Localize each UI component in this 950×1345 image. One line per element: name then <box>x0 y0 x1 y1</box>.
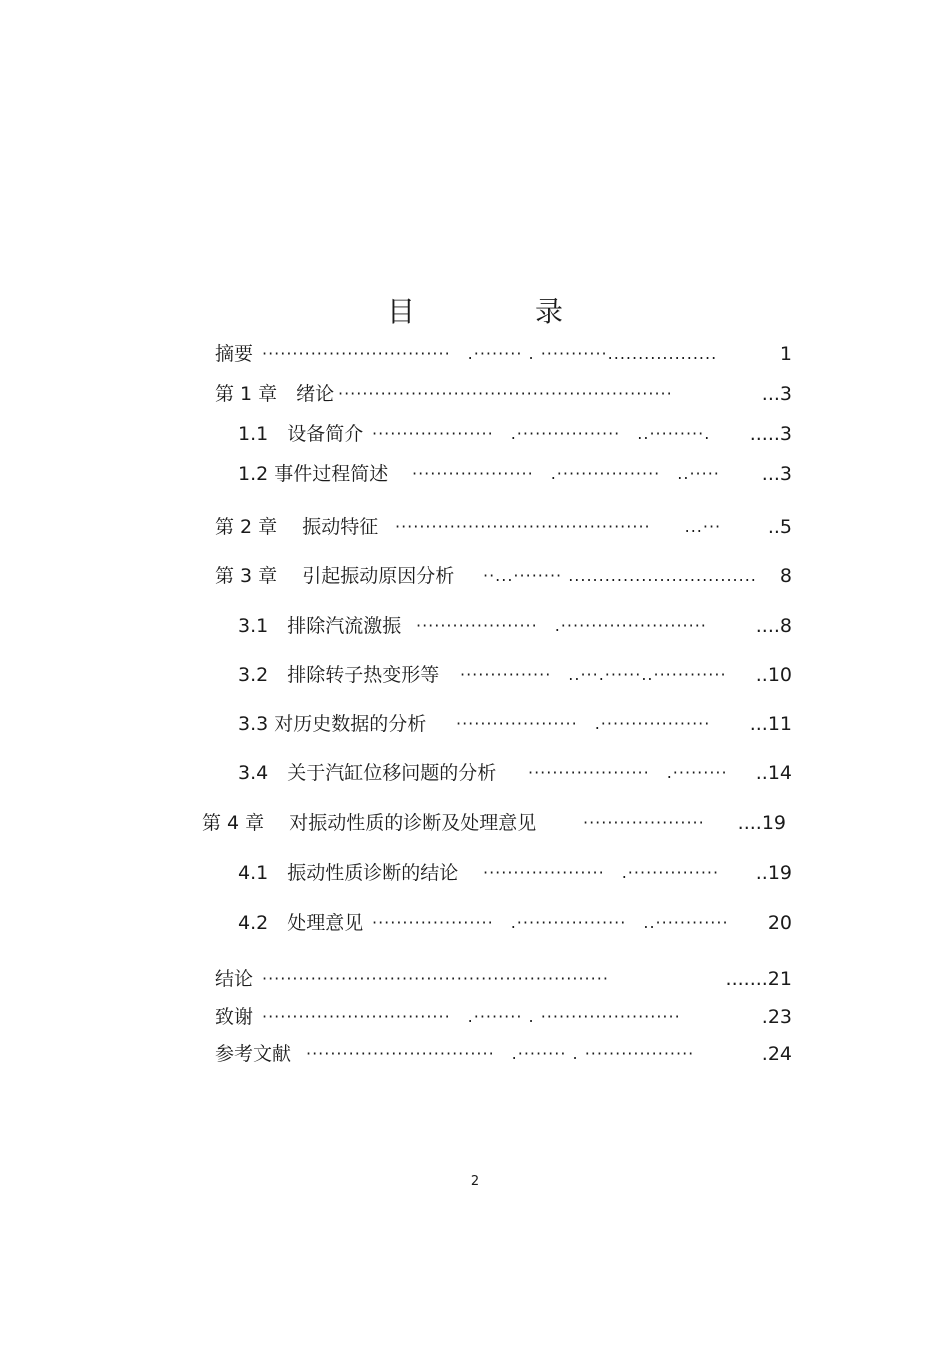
toc-entry-page: .....3 <box>749 423 792 445</box>
toc-entry-label: 4.2 处理意见 <box>238 912 364 934</box>
toc-entry-label: 第 4 章 对振动性质的诊断及处理意见 <box>202 812 537 834</box>
toc-entry-label: 第 3 章 引起振动原因分析 <box>215 565 455 587</box>
toc-entry-label: 致谢 <box>215 1006 254 1028</box>
toc-entry-page: ...3 <box>761 383 792 405</box>
toc-entry-leader: ···················· .·················· <box>456 714 711 733</box>
toc-entry-label: 第 2 章 振动特征 <box>215 516 379 538</box>
toc-entry-page: ...11 <box>749 713 792 735</box>
toc-entry-leader: ······························· .········ . ·················· <box>306 1044 695 1063</box>
toc-entry-label: 参考文献 <box>215 1043 292 1065</box>
toc-entry-leader: ···················· <box>583 813 705 832</box>
toc-entry-label: 3.1 排除汽流激振 <box>238 615 402 637</box>
toc-entry-leader: ··············· ..···.······..············ <box>460 665 727 684</box>
toc-entry-label: 3.3 对历史数据的分析 <box>238 713 427 735</box>
toc-entry-leader: ························································· <box>262 969 643 988</box>
toc-entry-label: 摘要 <box>215 343 254 365</box>
toc-entry-leader: ·········································· ...··· <box>395 517 722 536</box>
toc-entry-page: ....19 <box>737 812 786 834</box>
toc-entry-leader: ···················· .················· ..····· <box>412 464 720 483</box>
toc-title: 目 录 <box>386 295 609 328</box>
toc-entry-page: .23 <box>761 1006 792 1028</box>
toc-entry-leader: ······························· .········ . ······················· <box>262 1007 681 1026</box>
toc-entry-label: 结论 <box>215 968 254 990</box>
toc-entry-leader: ···················· .·················· ..············ <box>372 913 729 932</box>
toc-entry-page: ...3 <box>761 463 792 485</box>
toc-entry-page: 20 <box>767 912 792 934</box>
toc-entry-leader: ···················· .········· <box>528 763 728 782</box>
toc-entry-page: 8 <box>779 565 792 587</box>
toc-entry-leader: ···················· .··············· <box>483 863 720 882</box>
toc-entry-leader: ··...········ ............................... <box>483 566 757 585</box>
toc-entry-page: 1 <box>779 343 792 365</box>
toc-entry-leader: ···················· .················· ..·········. <box>372 424 711 443</box>
toc-entry-label: 3.2 排除转子热变形等 <box>238 664 440 686</box>
toc-entry-page: .24 <box>761 1043 792 1065</box>
toc-entry-label: 1.2 事件过程简述 <box>238 463 389 485</box>
page-number: 2 <box>470 1174 480 1189</box>
toc-entry-label: 1.1 设备简介 <box>238 423 364 445</box>
toc-entry-page: ....8 <box>755 615 792 637</box>
toc-entry-label: 4.1 振动性质诊断的结论 <box>238 862 459 884</box>
toc-entry-page: ..14 <box>755 762 792 784</box>
toc-entry-label: 第 1 章 绪论 <box>215 383 335 405</box>
toc-entry-label: 3.4 关于汽缸位移问题的分析 <box>238 762 497 784</box>
toc-entry-page: .......21 <box>725 968 792 990</box>
toc-entry-leader: ······················································· <box>338 384 690 403</box>
toc-entry-page: ..19 <box>755 862 792 884</box>
toc-entry-page: ..5 <box>767 516 792 538</box>
toc-entry-page: ..10 <box>755 664 792 686</box>
toc-entry-leader: ······························· .········ . ···········.................. <box>262 344 718 363</box>
toc-entry-leader: ···················· .························ <box>416 616 707 635</box>
